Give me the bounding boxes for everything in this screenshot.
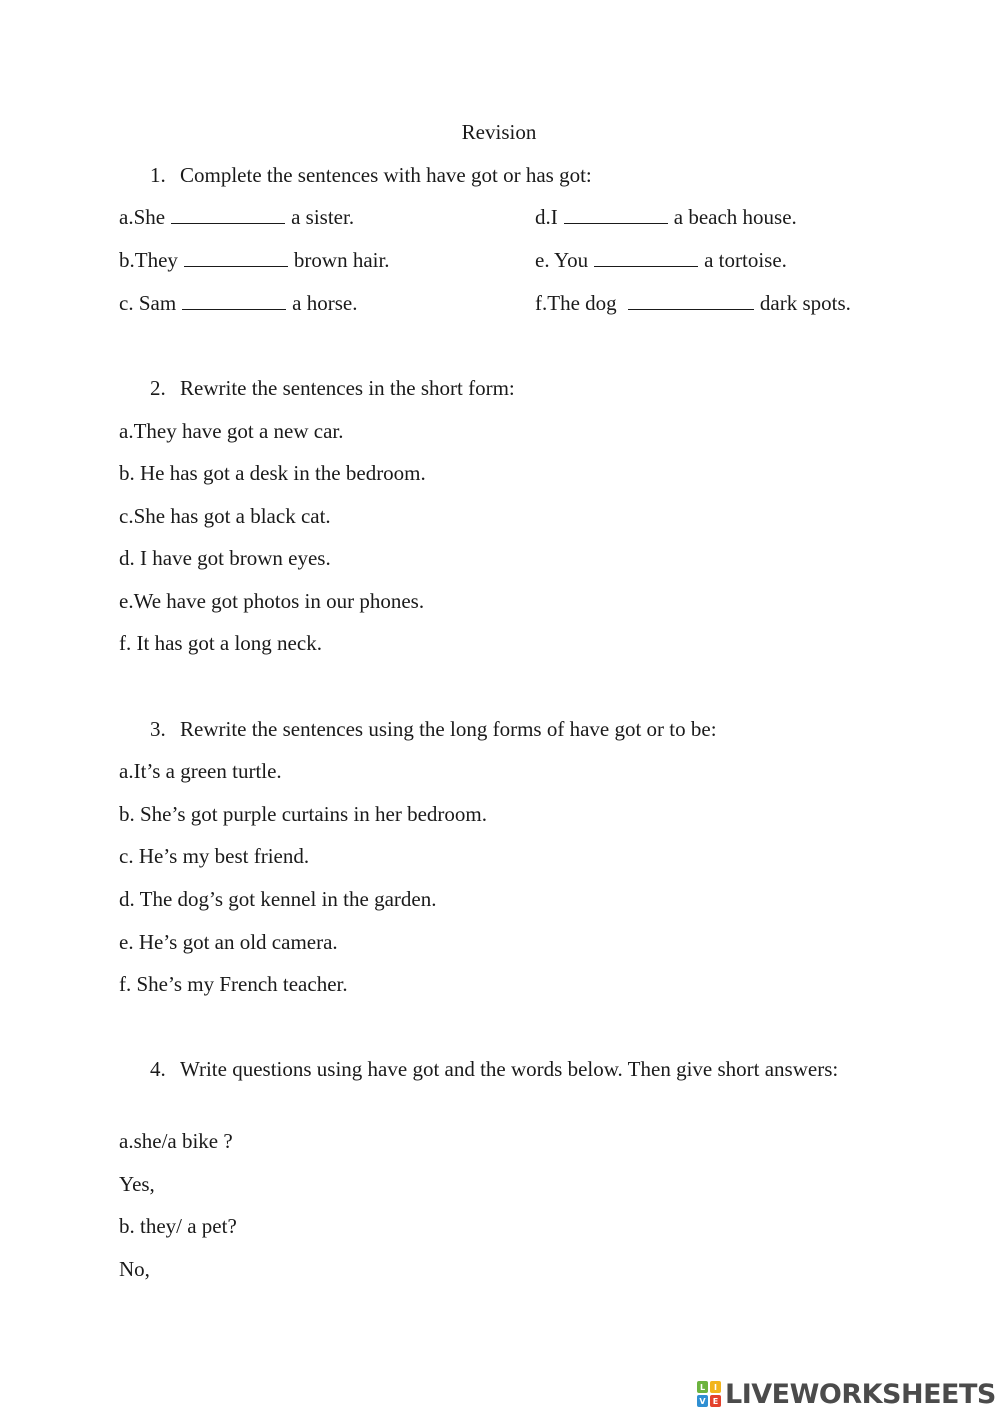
section-2-number: 2. xyxy=(150,376,166,400)
fill-item-e: e. You a tortoise. xyxy=(535,248,787,272)
sentence-item: a.They have got a new car. xyxy=(119,419,344,443)
answer-blank[interactable] xyxy=(171,205,285,224)
fill-item-a: a.She a sister. xyxy=(119,205,355,229)
question-item: a.she/a bike ? xyxy=(119,1129,233,1153)
fill-item-f: f.The dog dark spots. xyxy=(535,291,851,315)
sentence-item: f. She’s my French teacher. xyxy=(119,972,348,996)
fill-item-b: b.They brown hair. xyxy=(119,248,390,272)
section-3-number: 3. xyxy=(150,717,166,741)
sentence-item: c.She has got a black cat. xyxy=(119,504,331,528)
answer-item: Yes, xyxy=(119,1172,155,1196)
sentence-item: e.We have got photos in our phones. xyxy=(119,589,425,613)
page-title: Revision xyxy=(461,120,537,144)
logo-mark-icon xyxy=(697,1381,721,1407)
section-1-number: 1. xyxy=(150,163,166,187)
answer-blank[interactable] xyxy=(184,248,288,267)
liveworksheets-logo xyxy=(697,1376,996,1412)
fill-item-d: d.I a beach house. xyxy=(535,205,797,229)
sentence-item: a.It’s a green turtle. xyxy=(119,759,282,783)
sentence-item: d. The dog’s got kennel in the garden. xyxy=(119,887,437,911)
sentence-item: b. He has got a desk in the bedroom. xyxy=(119,461,426,485)
question-item: b. they/ a pet? xyxy=(119,1214,237,1238)
section-4-number: 4. xyxy=(150,1057,166,1081)
section-4-instruction: Write questions using have got and the words below. Then give short answers: xyxy=(180,1057,839,1081)
logo-mark-v: V xyxy=(697,1395,708,1407)
section-3-instruction: Rewrite the sentences using the long forms of have got or to be: xyxy=(180,717,717,741)
answer-blank[interactable] xyxy=(564,205,668,224)
logo-mark-i: I xyxy=(710,1381,721,1393)
sentence-item: c. He’s my best friend. xyxy=(119,844,310,868)
sentence-item: e. He’s got an old camera. xyxy=(119,930,338,954)
answer-blank[interactable] xyxy=(628,291,754,310)
sentence-item: d. I have got brown eyes. xyxy=(119,546,331,570)
logo-mark-e: E xyxy=(710,1395,721,1407)
section-1-instruction: Complete the sentences with have got or has got: xyxy=(180,163,592,187)
answer-blank[interactable] xyxy=(594,248,698,267)
logo-mark-l: L xyxy=(697,1381,708,1393)
answer-blank[interactable] xyxy=(182,291,286,310)
logo-text: LIVEWORKSHEETS xyxy=(725,1378,996,1410)
section-2-instruction: Rewrite the sentences in the short form: xyxy=(180,376,515,400)
sentence-item: f. It has got a long neck. xyxy=(119,631,322,655)
sentence-item: b. She’s got purple curtains in her bedroom. xyxy=(119,802,488,826)
answer-item: No, xyxy=(119,1257,150,1281)
fill-item-c: c. Sam a horse. xyxy=(119,291,358,315)
